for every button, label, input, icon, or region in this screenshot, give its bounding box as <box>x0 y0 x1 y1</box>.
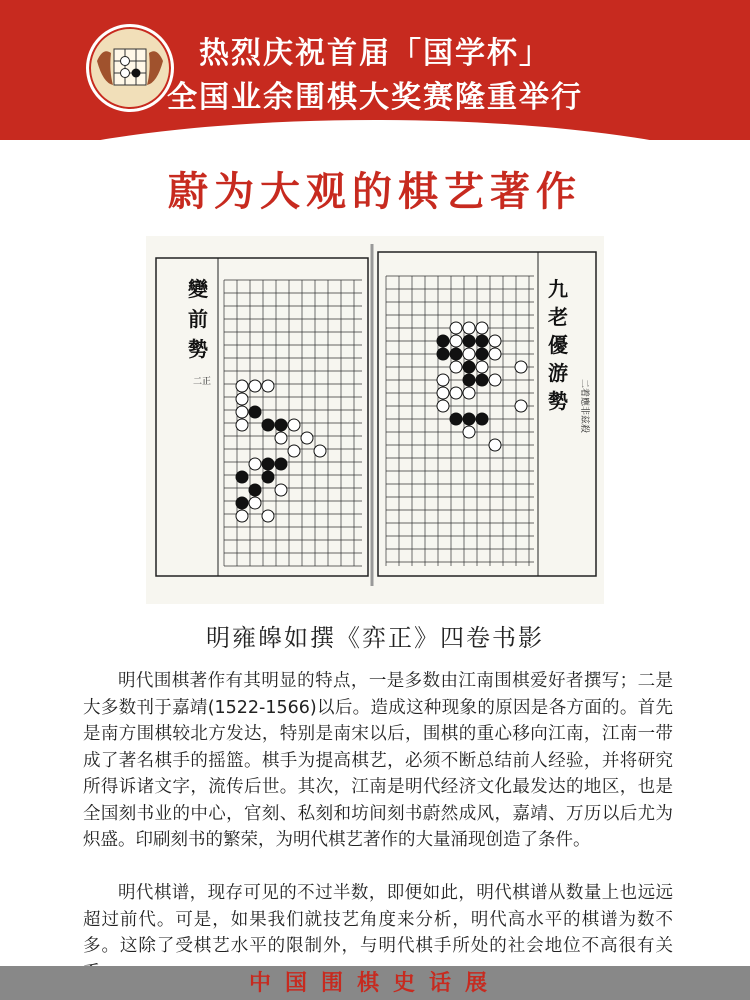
left-page-title-2: 前 <box>188 307 208 331</box>
white-stone <box>450 361 462 373</box>
white-stone <box>236 510 248 522</box>
white-stone <box>437 387 449 399</box>
black-stone <box>476 413 488 425</box>
section-title: 蔚为大观的棋艺著作 <box>168 168 582 215</box>
white-stone <box>450 322 462 334</box>
figure-caption: 明雍皞如撰《弈正》四卷书影 <box>206 624 544 652</box>
white-stone <box>515 400 527 412</box>
white-stone <box>476 322 488 334</box>
white-stone <box>463 387 475 399</box>
white-stone <box>450 387 462 399</box>
white-stone <box>249 497 261 509</box>
white-stone <box>236 393 248 405</box>
black-stone <box>463 335 475 347</box>
white-stone <box>236 419 248 431</box>
white-stone <box>489 335 501 347</box>
black-stone <box>476 348 488 360</box>
white-stone <box>275 432 287 444</box>
footer-label: 中国围棋史话展 <box>248 970 501 996</box>
body-paragraph-2: 明代棋谱，现存可见的不过半数，即便如此，明代棋谱从数量上也远远超过前代。可是，如果我们就技艺角度来分析，明代高水平的棋谱为数不多。这除了受棋艺水平的限制外，与明代棋手所处的社会地位不高很有关 <box>83 883 673 956</box>
black-stone <box>249 484 261 496</box>
footer-bar <box>0 966 750 1000</box>
white-stone <box>437 374 449 386</box>
white-stone <box>236 406 248 418</box>
black-stone <box>262 471 274 483</box>
left-page-title-3: 勢 <box>188 337 208 361</box>
black-stone <box>463 374 475 386</box>
white-stone <box>275 484 287 496</box>
white-stone <box>437 400 449 412</box>
header-line-1: 热烈庆祝首届「国学杯」 <box>199 36 551 71</box>
white-stone <box>450 335 462 347</box>
left-page-sub: 二正 <box>192 377 212 387</box>
black-stone <box>249 406 261 418</box>
body-paragraph-1: 明代围棋著作有其明显的特点，一是多数由江南围棋爱好者撰写；二是大多数刊于嘉靖(1522-1566)以后。造成这种现象的原因是各方面的。首先是南方围棋较北方发达，特别是南宋以后，围棋的重心移向江南，江南一带成了著名棋手的摇篮。棋手为提高棋艺，必须不断总结前人经验，并将研究所得诉诸文字，流传后世。其次，江南是明代经济文化最发达的地区，也是全国刻书业的中心，官刻、私刻和坊间刻书蔚然成风，嘉靖、万历以后尤为炽盛。印刷刻书的繁荣，为明代棋艺著作的大量涌现创造了条件。 <box>83 671 673 850</box>
banner-wave <box>0 120 750 140</box>
white-stone <box>236 380 248 392</box>
white-stone <box>314 445 326 457</box>
black-stone <box>450 413 462 425</box>
black-stone <box>437 335 449 347</box>
right-page-title-4: 游 <box>548 361 568 385</box>
white-stone <box>463 426 475 438</box>
right-page-title-3: 優 <box>548 333 568 357</box>
right-page-title-2: 老 <box>548 305 568 329</box>
header-line-2: 全国业余围棋大奖赛隆重举行 <box>167 80 583 115</box>
black-stone <box>236 471 248 483</box>
black-stone <box>463 413 475 425</box>
black-stone <box>437 348 449 360</box>
right-page-note: 二着應非兹殺 <box>579 378 589 434</box>
white-stone <box>301 432 313 444</box>
black-stone <box>463 361 475 373</box>
white-stone <box>262 380 274 392</box>
white-stone <box>288 419 300 431</box>
white-stone <box>476 361 488 373</box>
white-stone <box>489 374 501 386</box>
right-page-title-5: 勢 <box>548 389 568 413</box>
white-stone <box>515 361 527 373</box>
black-stone <box>476 374 488 386</box>
white-stone <box>489 348 501 360</box>
left-page-title-1: 變 <box>188 277 208 301</box>
book-photo <box>146 236 604 604</box>
black-stone <box>275 419 287 431</box>
white-stone <box>288 445 300 457</box>
black-stone <box>262 458 274 470</box>
black-stone <box>476 335 488 347</box>
black-stone <box>275 458 287 470</box>
go-book-illustration <box>146 236 604 604</box>
right-page-title-1: 九 <box>548 277 568 301</box>
black-stone <box>236 497 248 509</box>
black-stone <box>450 348 462 360</box>
black-stone <box>262 419 274 431</box>
white-stone <box>489 439 501 451</box>
white-stone <box>463 348 475 360</box>
white-stone <box>463 322 475 334</box>
white-stone <box>249 380 261 392</box>
white-stone <box>262 510 274 522</box>
white-stone <box>249 458 261 470</box>
